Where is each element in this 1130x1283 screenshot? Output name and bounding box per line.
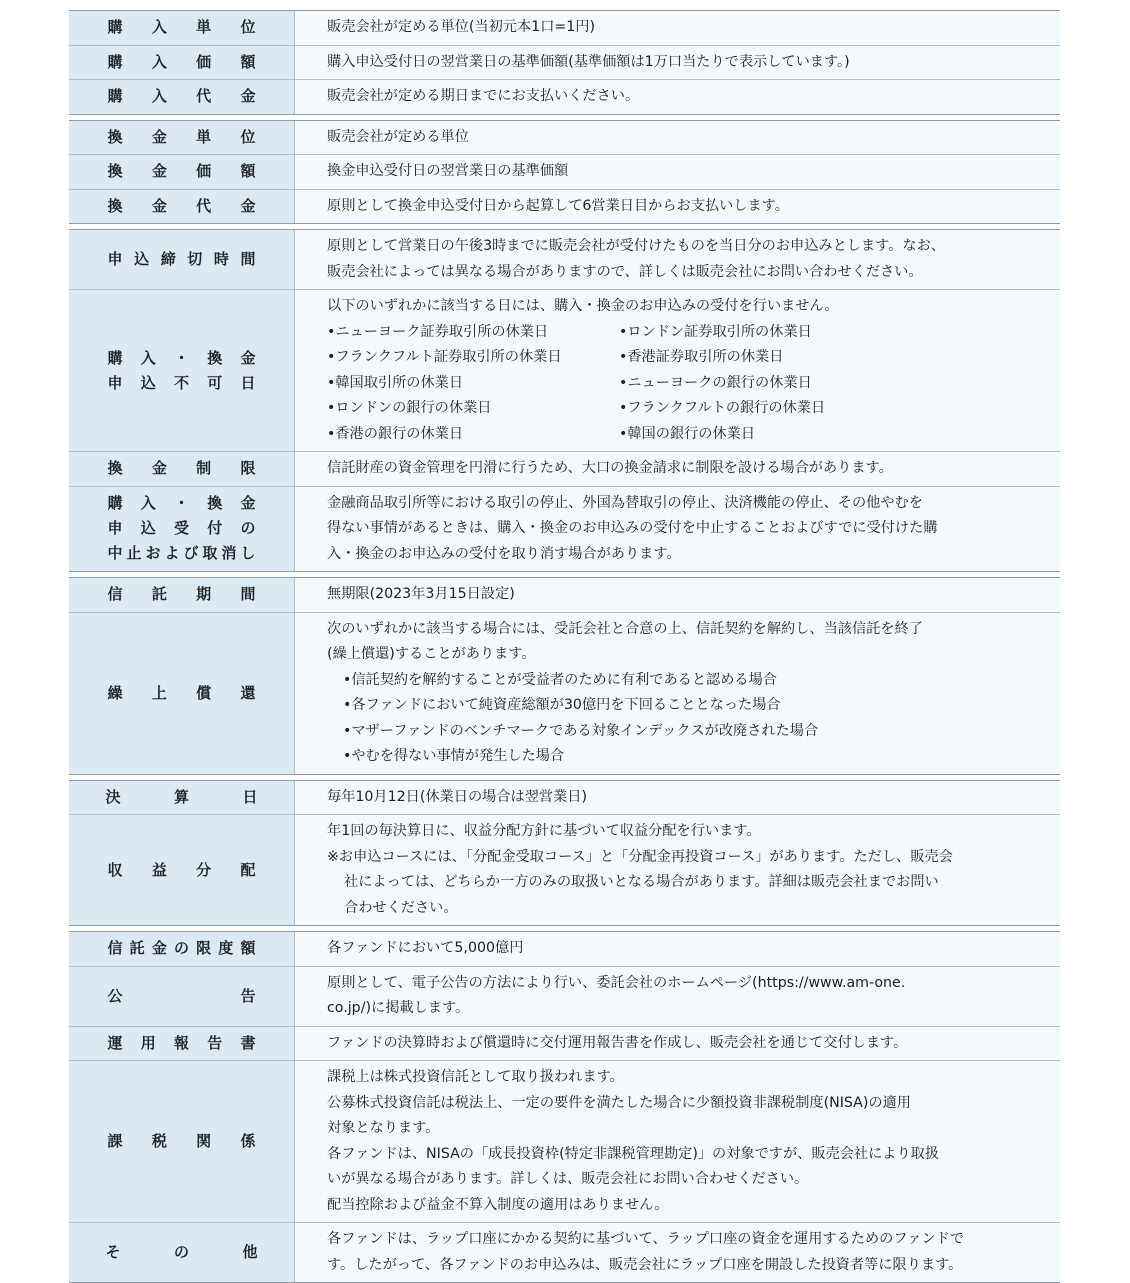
content-line: 信託財産の資金管理を円滑に行うため、大口の換金請求に制限を設ける場合があります。 bbox=[327, 460, 893, 476]
label-char: 代 bbox=[196, 87, 212, 106]
table-row bbox=[69, 121, 1060, 155]
content-line: 原則として営業日の午後3時までに販売会社が受付けたものを当日分のお申込みとします。なお、 bbox=[327, 238, 945, 254]
row-label-line bbox=[108, 681, 256, 706]
row-label bbox=[69, 290, 295, 451]
row-label-line bbox=[108, 247, 256, 272]
label-char: 公 bbox=[107, 986, 123, 1005]
label-char: 税 bbox=[151, 1132, 167, 1150]
table-group bbox=[69, 577, 1060, 775]
content-line: (繰上償還)することがあります。 bbox=[327, 646, 536, 662]
list-item: •フランクフルト証券取引所の休業日 bbox=[327, 349, 562, 365]
label-char: 金 bbox=[240, 87, 256, 106]
label-char: 額 bbox=[240, 939, 256, 958]
content-line: 各ファンドは、NISAの「成長投資枠(特定非課税管理勘定)」の対象ですが、販売会社により取扱 bbox=[327, 1145, 940, 1162]
row-label-line bbox=[108, 371, 256, 396]
row-label-line bbox=[106, 1240, 258, 1265]
content-line: 販売会社が定める単位(当初元本1口=1円) bbox=[327, 19, 596, 35]
row-label bbox=[69, 80, 295, 114]
row-label bbox=[69, 46, 295, 80]
content-line: 対象となります。 bbox=[327, 1120, 440, 1136]
row-label bbox=[69, 1223, 295, 1282]
label-char: 購 bbox=[107, 18, 123, 37]
label-char: 換 bbox=[207, 348, 223, 367]
label-char: 申 bbox=[107, 373, 123, 392]
table-row bbox=[69, 230, 1060, 289]
label-char: 還 bbox=[240, 683, 256, 702]
row-label bbox=[69, 452, 295, 486]
row-label bbox=[69, 1027, 295, 1061]
label-char: 金 bbox=[151, 196, 167, 215]
fund-terms-table bbox=[69, 10, 1060, 1283]
label-char: 入 bbox=[151, 52, 167, 71]
row-label-line bbox=[108, 936, 256, 961]
row-content bbox=[295, 11, 1060, 45]
row-label-text bbox=[108, 491, 256, 566]
label-char: 可 bbox=[207, 373, 223, 392]
label-char: 申 bbox=[107, 250, 123, 268]
label-char: 課 bbox=[107, 1132, 123, 1150]
label-char: 換 bbox=[207, 494, 223, 513]
label-char: 金 bbox=[151, 127, 167, 146]
row-label-text bbox=[108, 15, 256, 40]
row-label-text bbox=[108, 247, 256, 272]
label-char: 不 bbox=[173, 373, 189, 392]
content-line: 入・換金のお申込みの受付を取り消す場合があります。 bbox=[327, 545, 681, 562]
label-char: 係 bbox=[240, 1132, 256, 1150]
row-label-text bbox=[108, 1129, 256, 1154]
note-line: ※お申込コースには、「分配金受取コース」と「分配金再投資コース」があります。ただし、販売会 bbox=[327, 848, 953, 865]
label-char: 運 bbox=[107, 1033, 123, 1052]
table-row bbox=[69, 578, 1060, 612]
row-label-line bbox=[108, 491, 256, 516]
list-item: •信託契約を解約することが受益者のために有利であると認める場合 bbox=[343, 671, 777, 688]
label-char: 付 bbox=[207, 519, 223, 538]
table-group bbox=[69, 229, 1060, 572]
label-char: 切 bbox=[187, 250, 203, 268]
list-item: •香港の銀行の休業日 bbox=[327, 425, 464, 442]
label-char: 償 bbox=[196, 683, 212, 702]
content-line: 無期限(2023年3月15日設定) bbox=[327, 586, 515, 602]
row-label-text bbox=[108, 984, 256, 1009]
row-content bbox=[295, 578, 1060, 612]
row-content bbox=[295, 190, 1060, 224]
row-content bbox=[295, 46, 1060, 80]
label-char: 報 bbox=[173, 1033, 189, 1052]
label-char: し bbox=[240, 544, 256, 563]
row-label-line bbox=[108, 194, 256, 219]
label-char: 分 bbox=[196, 860, 212, 879]
label-char: 配 bbox=[240, 860, 256, 879]
table-row bbox=[69, 451, 1060, 486]
label-char: 時 bbox=[213, 250, 229, 268]
note-block bbox=[327, 845, 1050, 922]
row-content bbox=[295, 290, 1060, 451]
label-char: 購 bbox=[107, 494, 123, 513]
label-char: 収 bbox=[107, 860, 123, 879]
content-line: 得ない事情があるときは、購入・換金のお申込みの受付を中止することおよびすでに受付けた購 bbox=[327, 520, 938, 536]
label-char: よ bbox=[164, 544, 180, 563]
row-label-line bbox=[108, 1031, 256, 1056]
label-char: 間 bbox=[240, 250, 256, 268]
label-char: 他 bbox=[242, 1243, 258, 1261]
label-char: 金 bbox=[240, 196, 256, 215]
label-char: 金 bbox=[240, 348, 256, 367]
row-label-line bbox=[108, 346, 256, 371]
row-label-line bbox=[108, 84, 256, 109]
row-label-line bbox=[108, 541, 256, 566]
row-label-text bbox=[108, 582, 256, 607]
table-row bbox=[69, 1060, 1060, 1222]
label-char: 用 bbox=[140, 1033, 156, 1052]
row-label-text bbox=[106, 1240, 258, 1265]
content-line: いが異なる場合があります。詳しくは、販売会社にお問い合わせください。 bbox=[327, 1171, 809, 1187]
row-content bbox=[295, 121, 1060, 155]
label-char: 代 bbox=[196, 196, 212, 215]
row-label-text bbox=[108, 1031, 256, 1056]
label-char: 換 bbox=[107, 196, 123, 215]
content-line: 課税上は株式投資信託として取り扱われます。 bbox=[327, 1069, 624, 1085]
label-char: 金 bbox=[151, 939, 167, 958]
label-char: 申 bbox=[107, 519, 123, 538]
list-item: •ニューヨークの銀行の休業日 bbox=[619, 374, 812, 391]
label-char: 受 bbox=[173, 519, 189, 538]
content-line: 販売会社が定める期日までにお支払いください。 bbox=[327, 88, 640, 104]
content-line: 購入申込受付日の翌営業日の基準価額(基準価額は1万口当たりで表示しています。) bbox=[327, 53, 850, 70]
label-char: 金 bbox=[240, 494, 256, 513]
label-char: 購 bbox=[107, 87, 123, 106]
content-line: 販売会社によっては異なる場合がありますので、詳しくは販売会社にお問い合わせください。 bbox=[327, 263, 923, 280]
table-row bbox=[69, 781, 1060, 815]
table-row bbox=[69, 814, 1060, 925]
row-label bbox=[69, 967, 295, 1026]
row-label bbox=[69, 487, 295, 572]
list-item: •各ファンドにおいて純資産総額が30億円を下回ることとなった場合 bbox=[343, 697, 781, 713]
table-group bbox=[69, 10, 1060, 115]
row-content bbox=[295, 967, 1060, 1026]
row-label-line bbox=[108, 984, 256, 1009]
row-label bbox=[69, 932, 295, 966]
row-label-text bbox=[108, 84, 256, 109]
label-char: 換 bbox=[107, 459, 123, 478]
label-char: 締 bbox=[160, 250, 176, 268]
row-label-line bbox=[108, 582, 256, 607]
content-line: 販売会社が定める単位 bbox=[327, 128, 469, 145]
content-line: 次のいずれかに該当する場合には、受託会社と合意の上、信託契約を解約し、当該信託を終了 bbox=[327, 620, 923, 637]
row-content bbox=[295, 1223, 1060, 1282]
table-row bbox=[69, 11, 1060, 45]
label-char: び bbox=[183, 544, 199, 563]
row-label bbox=[69, 230, 295, 289]
content-line: 以下のいずれかに該当する日には、購入・換金のお申込みの受付を行いません。 bbox=[327, 298, 839, 314]
label-char: 期 bbox=[196, 585, 212, 604]
table-row bbox=[69, 1222, 1060, 1282]
table-row bbox=[69, 966, 1060, 1026]
row-label-line bbox=[108, 125, 256, 150]
label-char: の bbox=[173, 1243, 189, 1261]
list-item: •ロンドンの銀行の休業日 bbox=[327, 400, 492, 416]
row-label-text bbox=[108, 346, 256, 396]
content-line: 年1回の毎決算日に、収益分配方針に基づいて収益分配を行います。 bbox=[327, 823, 761, 839]
label-char: 換 bbox=[107, 162, 123, 181]
row-label bbox=[69, 781, 295, 815]
label-char: そ bbox=[105, 1243, 121, 1261]
list-item: •ロンドン証券取引所の休業日 bbox=[619, 323, 812, 340]
row-content bbox=[295, 155, 1060, 189]
row-label bbox=[69, 815, 295, 925]
label-char: 間 bbox=[240, 585, 256, 604]
table-row bbox=[69, 79, 1060, 114]
row-label-text bbox=[108, 936, 256, 961]
row-label-line bbox=[108, 858, 256, 883]
row-content bbox=[295, 230, 1060, 289]
label-char: 託 bbox=[129, 939, 145, 958]
label-char: 入 bbox=[140, 494, 156, 513]
label-char: 入 bbox=[140, 348, 156, 367]
content-line: ファンドの決算時および償還時に交付運用報告書を作成し、販売会社を通じて交付します。 bbox=[327, 1034, 908, 1051]
label-char: 限 bbox=[196, 939, 212, 958]
row-label bbox=[69, 121, 295, 155]
label-char: 信 bbox=[107, 939, 123, 958]
row-label-text bbox=[108, 858, 256, 883]
label-char: 取 bbox=[202, 544, 218, 563]
label-char: 込 bbox=[140, 519, 156, 538]
row-content bbox=[295, 781, 1060, 815]
label-char: 日 bbox=[240, 373, 256, 392]
label-char: 単 bbox=[196, 127, 212, 146]
row-label bbox=[69, 1061, 295, 1222]
row-content bbox=[295, 1027, 1060, 1061]
label-char: 額 bbox=[240, 162, 256, 181]
label-char: お bbox=[145, 544, 161, 563]
note-line: 社によっては、どちらか一方のみの取扱いとなる場合があります。詳細は販売会社までお問い bbox=[344, 874, 939, 890]
row-label-text bbox=[108, 50, 256, 75]
label-char: 額 bbox=[240, 52, 256, 71]
content-line: す。したがって、各ファンドのお申込みは、販売会社にラップ口座を開設した投資者等に限ります。 bbox=[327, 1256, 963, 1273]
label-char: 価 bbox=[196, 52, 212, 71]
row-label bbox=[69, 578, 295, 612]
label-char: 日 bbox=[242, 787, 258, 806]
content-line: 原則として、電子公告の方法により行い、委託会社のホームページ(https://www.am-one. bbox=[327, 974, 906, 991]
label-char: 限 bbox=[240, 459, 256, 478]
note-line: 合わせください。 bbox=[344, 899, 458, 916]
label-char: 入 bbox=[151, 87, 167, 106]
row-label-text bbox=[108, 194, 256, 219]
label-char: 算 bbox=[173, 787, 189, 806]
content-line: 各ファンドは、ラップ口座にかかる契約に基づいて、ラップ口座の資金を運用するためのファンドで bbox=[327, 1231, 965, 1247]
list-item: •韓国取引所の休業日 bbox=[327, 374, 464, 391]
label-char: 益 bbox=[151, 860, 167, 879]
row-content bbox=[295, 1061, 1060, 1222]
label-char: 購 bbox=[107, 52, 123, 71]
content-line: 公募株式投資信託は税法上、一定の要件を満たした場合に少額投資非課税制度(NISA)の適用 bbox=[327, 1094, 911, 1111]
table-group bbox=[69, 120, 1060, 225]
table-row bbox=[69, 189, 1060, 224]
label-char: 換 bbox=[107, 127, 123, 146]
label-char: の bbox=[173, 939, 189, 958]
table-row bbox=[69, 612, 1060, 774]
list-item: •やむを得ない事情が発生した場合 bbox=[343, 748, 565, 764]
list-item: •フランクフルトの銀行の休業日 bbox=[619, 400, 826, 416]
row-label-line bbox=[108, 1129, 256, 1154]
row-label bbox=[69, 190, 295, 224]
row-content bbox=[295, 815, 1060, 925]
row-label-line bbox=[106, 785, 258, 810]
list-item: •香港証券取引所の休業日 bbox=[619, 349, 784, 365]
label-char: 度 bbox=[218, 939, 234, 958]
list-item: •ニューヨーク証券取引所の休業日 bbox=[327, 323, 549, 340]
label-char: 上 bbox=[151, 683, 167, 702]
holiday-list bbox=[327, 320, 1050, 448]
label-char: 関 bbox=[196, 1132, 212, 1150]
table-row bbox=[69, 154, 1060, 189]
label-char: 購 bbox=[107, 348, 123, 367]
row-label-text bbox=[108, 159, 256, 184]
label-char: 中 bbox=[107, 544, 123, 563]
label-char: ・ bbox=[173, 348, 189, 367]
content-line: co.jp/)に掲載します。 bbox=[327, 1000, 470, 1016]
label-char: 金 bbox=[151, 162, 167, 181]
content-line: 配当控除および益金不算入制度の適用はありません。 bbox=[327, 1196, 669, 1213]
row-label-line bbox=[108, 456, 256, 481]
row-label-line bbox=[108, 159, 256, 184]
table-row bbox=[69, 932, 1060, 966]
label-char: 制 bbox=[196, 459, 212, 478]
row-label bbox=[69, 613, 295, 774]
content-line: 各ファンドにおいて5,000億円 bbox=[327, 940, 524, 956]
table-group bbox=[69, 931, 1060, 1283]
label-char: 位 bbox=[240, 127, 256, 146]
label-char: 書 bbox=[240, 1033, 256, 1052]
row-label-line bbox=[108, 50, 256, 75]
label-char: 金 bbox=[151, 459, 167, 478]
content-line: 原則として換金申込受付日から起算して6営業日目からお支払いします。 bbox=[327, 197, 789, 214]
content-line: 毎年10月12日(休業日の場合は翌営業日) bbox=[327, 788, 587, 805]
row-label-line bbox=[108, 516, 256, 541]
list-item: •韓国の銀行の休業日 bbox=[619, 425, 756, 442]
content-line: 金融商品取引所等における取引の停止、外国為替取引の停止、決済機能の停止、その他やむを bbox=[327, 494, 923, 511]
row-content bbox=[295, 613, 1060, 774]
table-row bbox=[69, 1026, 1060, 1061]
table-group bbox=[69, 780, 1060, 927]
row-content bbox=[295, 487, 1060, 572]
content-line: 換金申込受付日の翌営業日の基準価額 bbox=[327, 163, 569, 179]
row-label bbox=[69, 11, 295, 45]
label-char: の bbox=[240, 519, 256, 538]
row-label bbox=[69, 155, 295, 189]
label-char: 込 bbox=[140, 373, 156, 392]
label-char: 信 bbox=[107, 585, 123, 604]
row-label-text bbox=[108, 681, 256, 706]
label-char: ・ bbox=[173, 494, 189, 513]
row-label-line bbox=[108, 15, 256, 40]
list-item: •マザーファンドのベンチマークである対象インデックスが改廃された場合 bbox=[343, 722, 819, 739]
table-row bbox=[69, 289, 1060, 451]
label-char: 消 bbox=[221, 544, 237, 563]
label-char: 入 bbox=[151, 18, 167, 37]
label-char: 告 bbox=[207, 1033, 223, 1052]
label-char: 単 bbox=[196, 18, 212, 37]
row-label-text bbox=[106, 785, 258, 810]
label-char: 位 bbox=[240, 18, 256, 37]
row-content bbox=[295, 932, 1060, 966]
table-row bbox=[69, 486, 1060, 572]
label-char: 価 bbox=[196, 162, 212, 181]
label-char: 繰 bbox=[107, 683, 123, 702]
table-row bbox=[69, 45, 1060, 80]
row-content bbox=[295, 80, 1060, 114]
row-content bbox=[295, 452, 1060, 486]
label-char: 託 bbox=[151, 585, 167, 604]
row-label-text bbox=[108, 125, 256, 150]
label-char: 決 bbox=[105, 787, 121, 806]
label-char: 告 bbox=[240, 986, 256, 1005]
row-label-text bbox=[108, 456, 256, 481]
label-char: 込 bbox=[134, 250, 150, 268]
label-char: 止 bbox=[126, 544, 142, 563]
